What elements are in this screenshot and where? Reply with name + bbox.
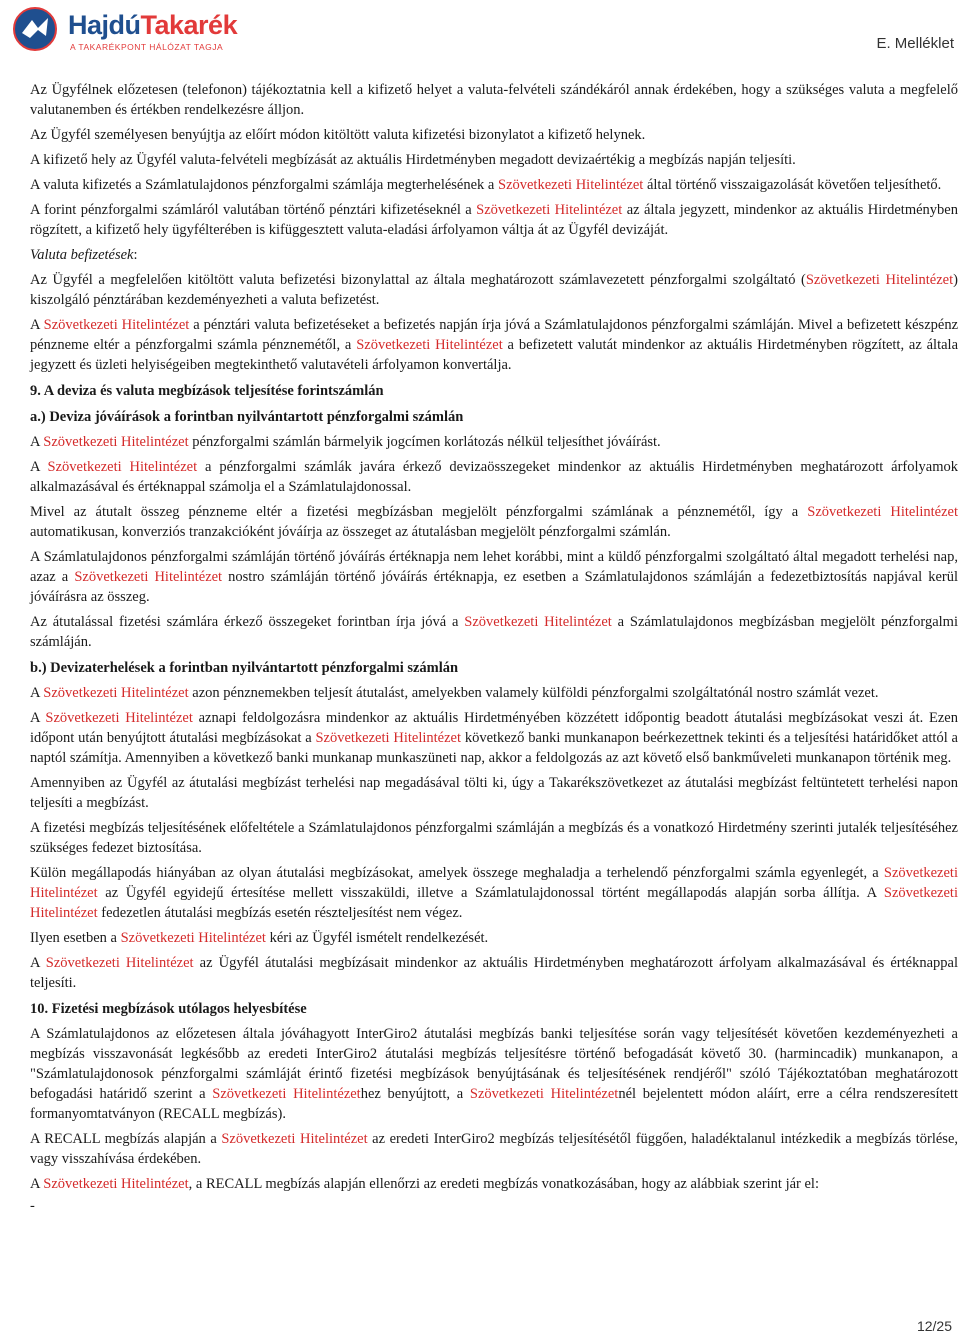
section-heading: 9. A deviza és valuta megbízások teljesítése forintszámlán xyxy=(30,383,384,399)
paragraph: A Szövetkezeti Hitelintézet a pénzforgalmi számlák javára érkező devizaösszegeket mindenkor az aktuális Hirdetményben meghatározott árfolyamok alkalmazásával és értéknappal számolja el a Számlatulajdonossal. xyxy=(30,459,959,495)
paragraph: Amennyiben az Ügyfél az átutalási megbízást terhelési nap megadásával tölti ki, úgy a Takarékszövetkezet az átutalási megbízást feltüntetett terhelési napon teljesíti a megbízást. xyxy=(30,775,958,811)
org-name: Szövetkezeti Hitelintézet xyxy=(43,1176,189,1192)
section-subtitle: Valuta befizetések: xyxy=(30,247,138,263)
org-name: Szövetkezeti Hitelintézet xyxy=(120,930,266,946)
logo-tagline: A TAKARÉKPONT HÁLÓZAT TAGJA xyxy=(70,42,224,52)
paragraph: A RECALL megbízás alapján a Szövetkezeti Hitelintézet az eredeti InterGiro2 megbízás teljesítésétől függően, haladéktalanul intézkedik a megbízás törlése, vagy visszahívása érdekében. xyxy=(30,1131,959,1167)
org-name: Szövetkezeti Hitelintézet xyxy=(74,569,223,585)
org-name: Szövetkezeti Hitelintézet xyxy=(498,177,644,193)
annex-label: E. Melléklet xyxy=(876,35,954,52)
logo-wordmark: HajdúTakarék xyxy=(68,10,238,40)
list-dash: - xyxy=(30,1198,35,1214)
brand-logo xyxy=(12,6,238,52)
paragraph: A Szövetkezeti Hitelintézet pénzforgalmi számlán bármelyik jogcímen korlátozás nélkül teljesíthet jóváírást. xyxy=(30,434,661,450)
page-header xyxy=(0,0,960,64)
org-name: Szövetkezeti Hitelintézet xyxy=(807,504,958,520)
paragraph: Külön megállapodás hiányában az olyan átutalási megbízásokat, amelyek összege meghaladja a terhelendő pénzforgalmi számla egyenlegét, a Szövetkezeti Hitelintézet az Ügyfél egyidejű értesítése mellett visszaküldi, illetve a Számlatulajdonossal történt megállapodás alapján sorba állítja. A Szövetkezeti Hitelintézet fedezetlen átutalási megbízás esetén részteljesítést nem végez. xyxy=(30,865,958,921)
org-name: Szövetkezeti Hitelintézet xyxy=(212,1086,361,1102)
org-name: Szövetkezeti Hitelintézet xyxy=(464,614,612,630)
org-name: Szövetkezeti Hitelintézet xyxy=(47,459,198,475)
paragraph: Az átutalással fizetési számlára érkező összegeket forintban írja jóvá a Szövetkezeti Hitelintézet a Számlatulajdonos megbízásban megjelölt pénzforgalmi számláján. xyxy=(30,614,958,650)
paragraph: A Szövetkezeti Hitelintézet aznapi feldolgozásra mindenkor az aktuális Hirdetményében közzétett időpontig beadott átutalási megbízásokat veszi át. Ezen időpont után benyújtott átutalási megbízásokat a Szövetkezeti Hitelintézet következő banki munkanapon beérkezettnek tekinti és a teljesítési határidőket attól a naptól számítja. Amennyiben a következő banki munkanap munkaszüneti nap, akkor a feldolgozás az azt követő első bankműveleti munkanapon történik meg. xyxy=(30,710,958,766)
org-name: Szövetkezeti Hitelintézet xyxy=(30,885,958,921)
paragraph: A Szövetkezeti Hitelintézet az Ügyfél átutalási megbízásait mindenkor az aktuális Hirdetményben meghatározott árfolyam alkalmazásával és értéknappal teljesíti. xyxy=(30,955,958,991)
org-name: Szövetkezeti Hitelintézet xyxy=(476,202,623,218)
org-name: Szövetkezeti Hitelintézet xyxy=(43,434,189,450)
paragraph: A valuta kifizetés a Számlatulajdonos pénzforgalmi számlája megterhelésének a Szövetkezeti Hitelintézet által történő visszaigazolását követően teljesíthető. xyxy=(30,177,942,193)
paragraph: Az Ügyfél a megfelelően kitöltött valuta befizetési bizonylattal az általa meghatározott számlavezetett pénzforgalmi szolgáltató (Szövetkezeti Hitelintézet) kiszolgáló pénztárában kezdeményezheti a valuta befizetést. xyxy=(30,272,958,308)
paragraph: Az Ügyfél személyesen benyújtja az előírt módon kitöltött valuta kifizetési bizonylatot a kifizető helynek. xyxy=(30,127,646,143)
subsection-heading: b.) Devizaterhelések a forintban nyilvántartott pénzforgalmi számlán xyxy=(30,660,459,676)
org-name: Szövetkezeti Hitelintézet xyxy=(45,710,193,726)
org-name: Szövetkezeti Hitelintézet xyxy=(45,955,194,971)
org-name: Szövetkezeti Hitelintézet xyxy=(805,272,954,288)
section-heading: 10. Fizetési megbízások utólagos helyesbítése xyxy=(30,1001,307,1017)
paragraph: A Szövetkezeti Hitelintézet azon pénznemekben teljesít átutalást, amelyekben valamely külföldi pénzforgalmi szolgáltatónál nostro számlát vezet. xyxy=(30,685,879,701)
paragraph: A Számlatulajdonos pénzforgalmi számláján történő jóváírás értéknapja nem lehet korábbi, mint a küldő pénzforgalmi szolgáltató által megadott terhelési nap, azaz a Szövetkezeti Hitelintézet nostro számláján történő jóváírás értéknapja, ez esetben a Számlatulajdonos számláján a fedezetbiztosítás napjával kerül jóváírásra az összeg. xyxy=(30,549,958,605)
paragraph: Az Ügyfélnek előzetesen (telefonon) tájékoztatnia kell a kifizető helyet a valuta-felvételi szándékáról annak érdekében, hogy a szükséges valuta a megfelelő valutanemben és értékben rendelkezésre álljon. xyxy=(30,82,958,118)
paragraph: A Szövetkezeti Hitelintézet, a RECALL megbízás alapján ellenőrzi az eredeti megbízás vonatkozásában, hogy az alábbiak szerint jár el: xyxy=(30,1176,819,1192)
document-body xyxy=(30,80,958,1218)
logo-mark-icon xyxy=(12,6,58,52)
paragraph: A Számlatulajdonos az előzetesen általa jóváhagyott InterGiro2 átutalási megbízás banki teljesítése során vagy teljesítését követően kezdeményezheti a megbízás visszavonását legkésőbb az eredeti InterGiro2 átutalási megbízás teljesítésre történő befogadását követő 30. (harmincadik) munkanapon, a "Számlatulajdonosok pénzforgalmi számláját érintő fizetési megbízások benyújtásának és teljesítésének rendjéről" szóló Tájékoztatóban meghatározott befogadási határidő szerint a Szövetkezeti Hitelintézethez benyújtott, a Szövetkezeti Hitelintézetnél bejelentett módon aláírt, erre a célra rendszeresített formanyomtatványon (RECALL megbízás). xyxy=(30,1026,959,1122)
org-name: Szövetkezeti Hitelintézet xyxy=(315,730,462,746)
org-name: Szövetkezeti Hitelintézet xyxy=(30,865,958,901)
org-name: Szövetkezeti Hitelintézet xyxy=(356,337,503,353)
org-name: Szövetkezeti Hitelintézet xyxy=(43,317,190,333)
org-name: Szövetkezeti Hitelintézet xyxy=(221,1131,368,1147)
org-name: Szövetkezeti Hitelintézet xyxy=(469,1086,619,1102)
paragraph: A forint pénzforgalmi számláról valutában történő pénztári kifizetéseknél a Szövetkezeti Hitelintézet az általa jegyzett, mindenkor az aktuális Hirdetményben rögzített, a kifizető hely ügyfélterében is kifüggesztett valuta-eladási árfolyamon váltja át az Ügyfél devizáját. xyxy=(30,202,958,238)
paragraph: Ilyen esetben a Szövetkezeti Hitelintézet kéri az Ügyfél ismételt rendelkezését. xyxy=(30,930,489,946)
subsection-heading: a.) Deviza jóváírások a forintban nyilvántartott pénzforgalmi számlán xyxy=(30,409,464,425)
paragraph: Mivel az átutalt összeg pénzneme eltér a fizetési megbízásban megjelölt pénzforgalmi számlának a pénznemétől, így a Szövetkezeti Hitelintézet automatikusan, konverziós tranzakcióként jóváírja az összeget az átutalásban megjelölt pénzforgalmi számlán. xyxy=(30,504,958,540)
org-name: Szövetkezeti Hitelintézet xyxy=(43,685,189,701)
page-number: 12/25 xyxy=(916,1318,952,1334)
paragraph: A kifizető hely az Ügyfél valuta-felvételi megbízását az aktuális Hirdetményben megadott devizaértékig a megbízás napján teljesíti. xyxy=(30,152,796,168)
paragraph: A fizetési megbízás teljesítésének előfeltétele a Számlatulajdonos pénzforgalmi számláján a megbízás és a vonatkozó Hirdetmény szerinti jutalék teljesítéséhez szükséges fedezet biztosítása. xyxy=(30,820,958,856)
paragraph: A Szövetkezeti Hitelintézet a pénztári valuta befizetéseket a befizetés napján írja jóvá a Számlatulajdonos pénzforgalmi számláján. Mivel a befizetett készpénz pénzneme eltér a pénzforgalmi számla pénznemétől, a Szövetkezeti Hitelintézet a befizetett valutát mindenkor az aktuális Hirdetményben rögzített, az általa jegyzett és üzleti helyiségeiben megtekinthető valutavételi árfolyamon konvertálja. xyxy=(30,317,959,373)
